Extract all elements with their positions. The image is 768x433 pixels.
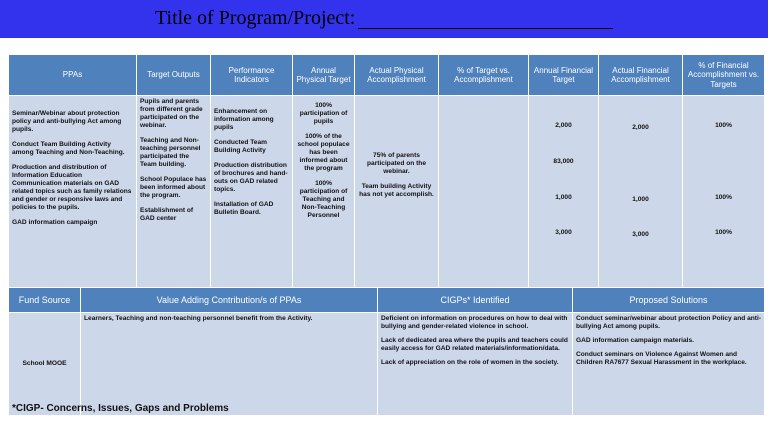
actual-financial-value: 3,000 bbox=[632, 231, 649, 238]
cigp-item: Lack of appreciation on the role of women in the society. bbox=[381, 359, 559, 367]
physical-target-item: 100% participation of Teaching and Non-Teaching Personnel bbox=[299, 180, 348, 220]
financial-target-value: 2,000 bbox=[555, 122, 572, 129]
table-header-row bbox=[9, 55, 765, 96]
target-output-item: Establishment of GAD center bbox=[140, 207, 194, 223]
actual-physical-item: 75% of parents participated on the webinar. bbox=[367, 152, 426, 176]
ppa-item: Production and distribution of Information Education Communication materials on GAD related topics such as family relations and gender or responsive laws and policies to the pupils. bbox=[12, 164, 132, 212]
ppa-item: Conduct Team Building Activity among Teaching and Non-Teaching. bbox=[12, 141, 125, 157]
actual-financial-value: 1,000 bbox=[632, 196, 649, 203]
target-output-item: School Populace has been informed about the program. bbox=[140, 176, 207, 200]
solution-item: GAD information campaign materials. bbox=[576, 337, 694, 345]
header-performance-indicators: Performance Indicators bbox=[211, 55, 293, 96]
value-adding-cell: Learners, Teaching and non-teaching personnel benefit from the Activity. bbox=[81, 313, 378, 416]
title-bar bbox=[0, 0, 768, 38]
header-target-outputs: Target Outputs bbox=[137, 55, 211, 96]
header-cigps: CIGPs* Identified bbox=[378, 288, 573, 313]
cigp-item: Lack of dedicated area where the pupils and teachers could easily access for GAD related materials/information/data. bbox=[381, 337, 568, 353]
pct-financial-value: 100% bbox=[715, 194, 732, 201]
cigp-table bbox=[8, 287, 765, 416]
cigps-cell bbox=[378, 313, 573, 416]
actual-financial-value: 2,000 bbox=[632, 124, 649, 131]
footnote: *CIGP- Concerns, Issues, Gaps and Problems bbox=[12, 403, 229, 414]
header-value-adding: Value Adding Contribution/s of PPAs bbox=[81, 288, 378, 313]
indicator-item: Installation of GAD Bulletin Board. bbox=[214, 201, 274, 217]
indicator-item: Production distribution of brochures and hand-outs on GAD related topics. bbox=[214, 162, 288, 194]
solutions-cell bbox=[573, 313, 765, 416]
header-actual-financial: Actual Financial Accomplishment bbox=[599, 55, 683, 96]
financial-target-value: 3,000 bbox=[555, 229, 572, 236]
header-annual-physical-target: Annual Physical Target bbox=[293, 55, 355, 96]
physical-target-item: 100% of the school populace has been informed about the program bbox=[297, 133, 350, 173]
financial-target-value: 83,000 bbox=[553, 158, 574, 165]
solution-item: Conduct seminar/webinar about protection Policy and anti-bullying Act among pupils. bbox=[576, 315, 762, 331]
header-pct-financial: % of Financial Accomplishment vs. Targets bbox=[683, 55, 765, 96]
financial-target-value: 1,000 bbox=[555, 194, 572, 201]
pct-financial-value: 100% bbox=[715, 122, 732, 129]
title-blank-line bbox=[358, 28, 613, 29]
solution-item: Conduct seminars on Violence Against Women and Children RA7677 Sexual Harassment in the workplace. bbox=[576, 351, 747, 367]
ppa-item: GAD information campaign bbox=[12, 219, 98, 227]
ppa-item: Seminar/Webinar about protection policy and anti-bullying Act among pupils. bbox=[12, 110, 122, 134]
target-output-item: Teaching and Non-teaching personnel participated the Team building. bbox=[140, 137, 201, 169]
physical-target-item: 100% participation of pupils bbox=[299, 102, 348, 126]
indicator-item: Conducted Team Building Activity bbox=[214, 139, 267, 155]
header-annual-financial-target: Annual Financial Target bbox=[529, 55, 599, 96]
indicator-item: Enhancement on information among pupils bbox=[214, 108, 274, 132]
pct-financial-value: 100% bbox=[715, 229, 732, 236]
actual-physical-item: Team building Activity has not yet accomplish. bbox=[359, 183, 434, 199]
header-actual-physical: Actual Physical Accomplishment bbox=[355, 55, 439, 96]
table-row bbox=[9, 313, 765, 416]
fund-source-cell: School MOOE bbox=[9, 313, 81, 416]
header-ppas: PPAs bbox=[9, 55, 137, 96]
table-header-row bbox=[9, 288, 765, 313]
header-proposed-solutions: Proposed Solutions bbox=[573, 288, 765, 313]
page-title: Title of Program/Project: bbox=[155, 7, 356, 29]
target-output-item: Pupils and parents from different grade participated on the webinar. bbox=[140, 98, 203, 130]
cigp-item: Deficient on information on procedures on how to deal with bullying and gender-related violence in school. bbox=[381, 315, 568, 331]
header-pct-target: % of Target vs. Accomplishment bbox=[439, 55, 529, 96]
header-fund-source: Fund Source bbox=[9, 288, 81, 313]
